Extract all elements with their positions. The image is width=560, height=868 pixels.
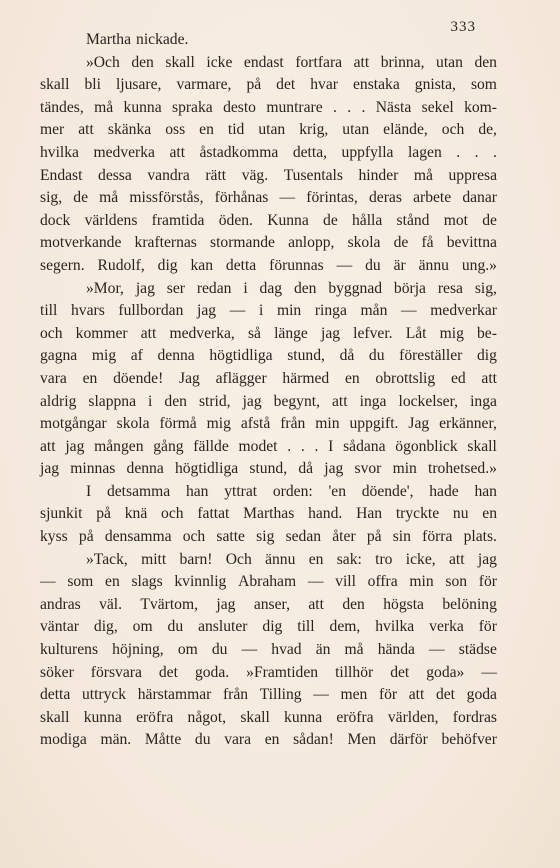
text-line: Endast dessa vandra rätt väg. Tusentals hinder må uppresa xyxy=(40,166,497,184)
text-line: tändes, må kunna spraka desto muntrare . . . Nästa sekel kom- xyxy=(40,98,497,116)
text-line: hvilka medverka att åstadkomma detta, uppfylla lagen . . . xyxy=(40,143,497,161)
text-line: väntar dig, om du ansluter dig till dem, hvilka verka för xyxy=(40,618,497,636)
text-line: dock världens framtida öden. Kunna de hålla stånd mot de xyxy=(40,211,497,229)
text-line: Martha nickade. xyxy=(86,31,189,48)
text-line: skall bli ljusare, varmare, på det hvar enstaka gnista, som xyxy=(40,76,497,94)
text-line: detta uttryck härstammar från Tilling — men för att det goda xyxy=(40,686,497,704)
text-line: motgångar skola förmå mig afstå från min uppgift. Jag erkänner, xyxy=(40,415,497,433)
text-line: sjunkit på knä och fattat Marthas hand. Han tryckte nu en xyxy=(40,505,497,523)
text-line: »Och den skall icke endast fortfara att brinna, utan den xyxy=(86,53,497,71)
text-line: segern. Rudolf, dig kan detta förunnas — du är ännu ung.» xyxy=(40,256,497,274)
page-number: 333 xyxy=(450,19,476,35)
text-line: att jag mången gång fällde modet . . . I sådana ögonblick skall xyxy=(40,437,497,455)
body-text xyxy=(40,29,497,752)
text-line: kulturens höjning, om du — hvad än må hända — städse xyxy=(40,641,497,659)
text-line: kyss på densamma och satte sig sedan åter på sin förra plats. xyxy=(40,528,497,546)
text-line: sig, de må missförstås, förhånas — förintas, deras arbete danar xyxy=(40,189,497,207)
text-line: modiga män. Måtte du vara en sådan! Men därför behöfver xyxy=(40,731,497,749)
text-line: — som en slags kvinnlig Abraham — vill offra min son för xyxy=(40,573,497,591)
text-line: skall kunna eröfra något, skall kunna eröfra världen, fordras xyxy=(40,708,497,726)
text-line: mer att skänka oss en tid utan krig, utan elände, och de, xyxy=(40,121,497,139)
text-line: till hvars fullbordan jag — i min ringa mån — medverkar xyxy=(40,302,497,320)
text-line: andras väl. Tvärtom, jag anser, att den högsta belöning xyxy=(40,595,497,613)
text-line: aldrig slappna i den strid, jag begynt, att inga lockelser, inga xyxy=(40,392,497,410)
text-line: »Tack, mitt barn! Och ännu en sak: tro icke, att jag xyxy=(86,550,497,568)
text-line: motverkande krafternas stormande anlopp, skola de få bevittna xyxy=(40,234,497,252)
text-line: I detsamma han yttrat orden: 'en döende', hade han xyxy=(86,482,497,500)
text-line: söker försvara det goda. »Framtiden tillhör det goda» — xyxy=(40,663,497,681)
text-line: »Mor, jag ser redan i dag den byggnad börja resa sig, xyxy=(86,279,497,297)
text-line: och kommer att medverka, så länge jag lefver. Låt mig be- xyxy=(40,324,497,342)
text-line: vara en döende! Jag aflägger härmed en obrottslig ed att xyxy=(40,369,497,387)
text-line: gagna mig af denna högtidliga stund, då du föreställer dig xyxy=(40,347,497,365)
text-line: jag minnas denna högtidliga stund, då jag svor min trohetsed.» xyxy=(40,460,497,478)
